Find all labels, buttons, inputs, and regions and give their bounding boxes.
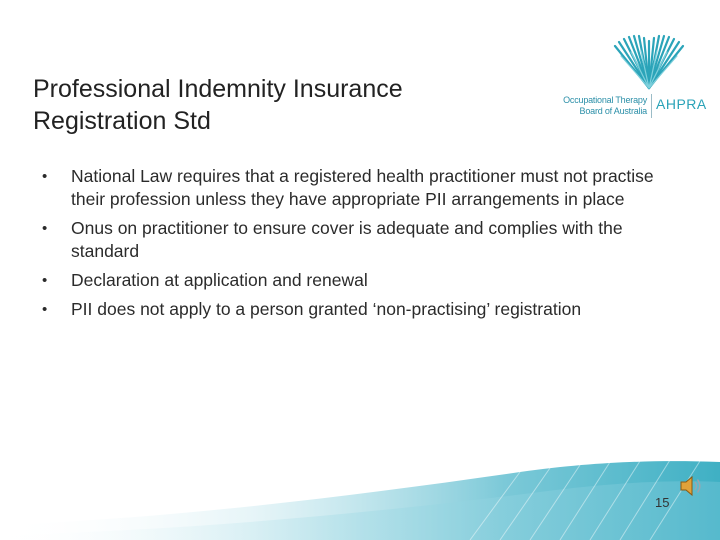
board-logo — [555, 30, 715, 130]
bullet-icon: • — [42, 301, 48, 318]
page-number: 15 — [655, 495, 670, 510]
logo-divider — [651, 94, 652, 118]
list-item — [40, 165, 680, 211]
list-item — [40, 269, 680, 292]
bullet-list — [40, 165, 680, 327]
title-line-1: Professional Indemnity Insurance — [33, 75, 403, 103]
list-item — [40, 217, 680, 263]
bullet-icon: • — [42, 220, 48, 237]
bullet-text: Declaration at application and renewal — [71, 270, 368, 290]
ahpra-wordmark: AHPRA — [656, 96, 707, 112]
bullet-text: Onus on practitioner to ensure cover is adequate and complies with the standard — [71, 218, 623, 261]
speaker-icon[interactable] — [678, 474, 704, 498]
board-name-line-1: Occupational Therapy — [563, 95, 647, 105]
bullet-text: PII does not apply to a person granted ‘non-practising’ registration — [71, 299, 582, 319]
slide-title — [33, 73, 513, 137]
bullet-icon: • — [42, 272, 48, 289]
board-name — [557, 95, 647, 117]
bullet-icon: • — [42, 168, 48, 185]
title-line-2: Registration Std — [33, 107, 211, 135]
list-item — [40, 298, 680, 321]
board-name-line-2: Board of Australia — [579, 106, 647, 116]
bullet-text: National Law requires that a registered health practitioner must not practise their profession unless they have appropriate PII arrangements in place — [71, 166, 654, 209]
fan-rays-logo-icon — [555, 30, 715, 100]
decorative-wave-band — [0, 400, 720, 540]
